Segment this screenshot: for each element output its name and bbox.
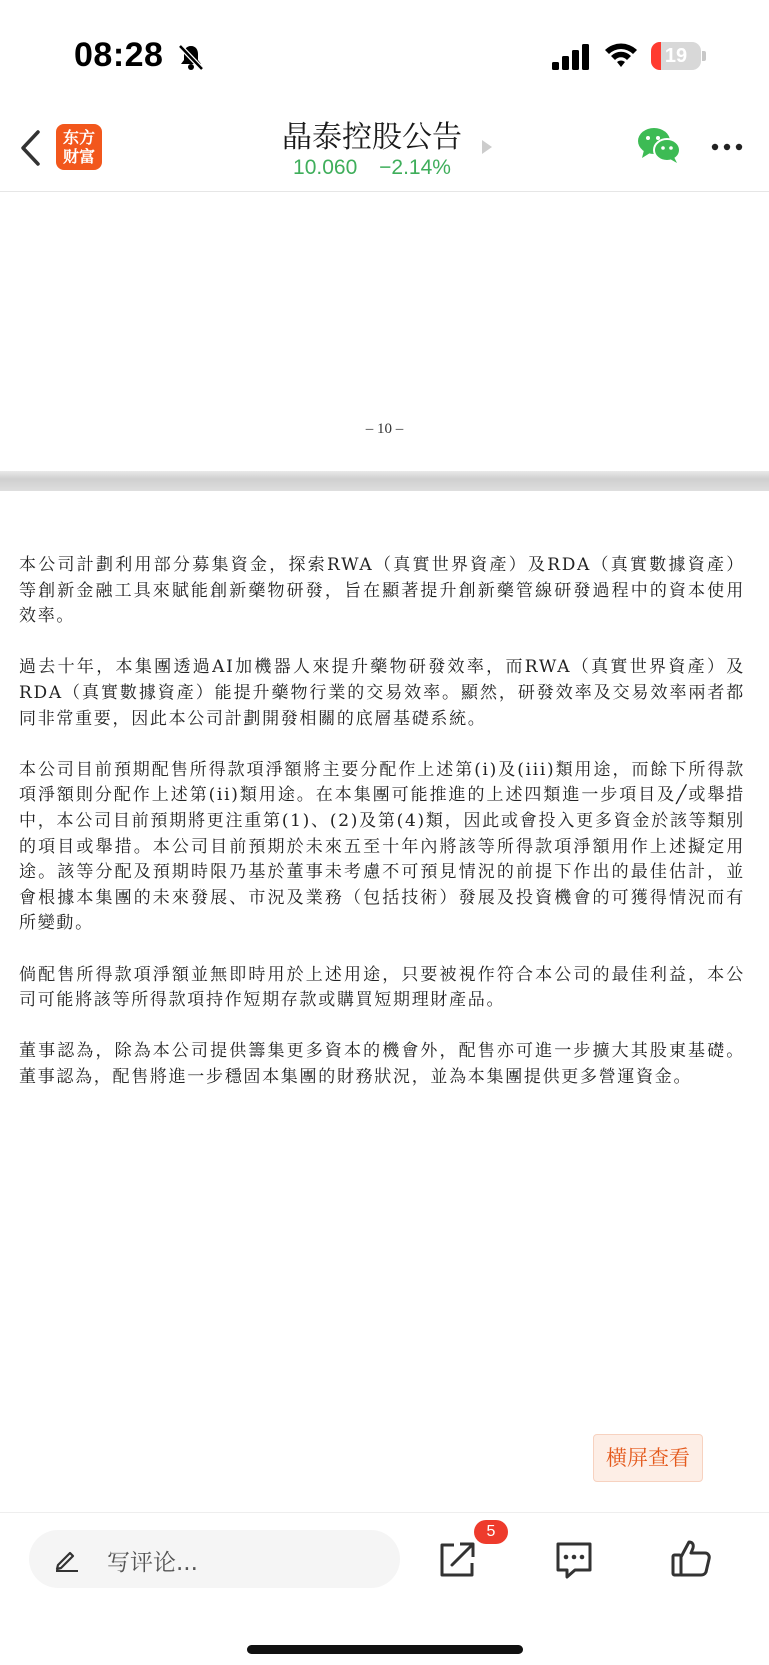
bell-slash-icon xyxy=(176,42,206,72)
landscape-view-button[interactable]: 横屏查看 xyxy=(593,1434,703,1482)
status-bar xyxy=(0,0,769,108)
logo-line-1: 东方 xyxy=(62,128,95,147)
comment-input[interactable] xyxy=(29,1530,400,1588)
page-title: 晶泰控股公告 xyxy=(282,120,462,155)
document-paragraph: 過去十年，本集團透過AI加機器人來提升藥物研發效率，而RWA（真實世界資產）及RDA（真實數據資產）能提升藥物行業的交易效率。顯然，研發效率及交易效率兩者都同非常重要，因此本公司計劃開發相關的底層基礎系統。 xyxy=(19,657,745,729)
play-icon[interactable] xyxy=(480,138,494,156)
pencil-icon xyxy=(54,1546,80,1572)
stock-price: 10.060 xyxy=(293,156,358,179)
bottom-action-bar xyxy=(0,1512,769,1665)
share-icon[interactable] xyxy=(436,1539,478,1581)
document-paragraph: 倘配售所得款項淨額並無即時用於上述用途，只要被視作符合本公司的最佳利益，本公司可能將該等所得款項持作短期存款或購買短期理財產品。 xyxy=(19,964,745,1011)
signal-icon xyxy=(551,44,591,70)
page-number: – 10 – xyxy=(365,421,404,437)
home-indicator[interactable] xyxy=(247,1645,523,1654)
comment-placeholder: 写评论... xyxy=(107,1550,198,1576)
battery-icon xyxy=(651,42,701,70)
wifi-icon xyxy=(603,40,639,70)
thumbs-up-icon[interactable] xyxy=(670,1537,712,1579)
app-logo[interactable] xyxy=(56,124,102,170)
stock-change: −2.14% xyxy=(379,156,451,179)
page-divider xyxy=(0,471,769,491)
share-count-badge: 5 xyxy=(474,1520,508,1544)
app-header xyxy=(0,108,769,192)
comments-icon[interactable] xyxy=(553,1540,595,1580)
document-paragraph: 董事認為，除為本公司提供籌集更多資本的機會外，配售亦可進一步擴大其股東基礎。董事認為，配售將進一步穩固本集團的財務狀況，並為本集團提供更多營運資金。 xyxy=(19,1041,745,1087)
status-time: 08:28 xyxy=(74,36,164,74)
more-icon[interactable] xyxy=(710,142,744,152)
logo-line-2: 财富 xyxy=(62,147,95,166)
back-icon[interactable] xyxy=(18,128,44,168)
document-paragraph: 本公司計劃利用部分募集資金，探索RWA（真實世界資產）及RDA（真實數據資產）等創新金融工具來賦能創新藥物研發，旨在顯著提升創新藥管線研發過程中的資本使用效率。 xyxy=(19,555,745,627)
document-paragraph: 本公司目前預期配售所得款項淨額將主要分配作上述第(i)及(iii)類用途，而餘下所得款項淨額則分配作上述第(ii)類用途。在本集團可能推進的上述四類進一步項目及╱或舉措中，本公司目前預期將更注重第(1)、(2)及第(4)類，因此或會投入更多資金於該等類別的項目或舉措。本公司目前預期於未來五至十年內將該等所得款項淨額用作上述擬定用途。該等分配及預期時限乃基於董事未考慮不可預見情況的前提下作出的最佳估計，並會根據本集團的未來發展、市況及業務（包括技術）發展及投資機會的可獲得情況而有所變動。 xyxy=(19,759,745,934)
stock-quote xyxy=(230,156,514,180)
wechat-icon[interactable] xyxy=(636,126,682,164)
document-body xyxy=(19,553,745,1116)
battery-nub xyxy=(702,51,706,61)
battery-level: 19 xyxy=(664,45,688,67)
